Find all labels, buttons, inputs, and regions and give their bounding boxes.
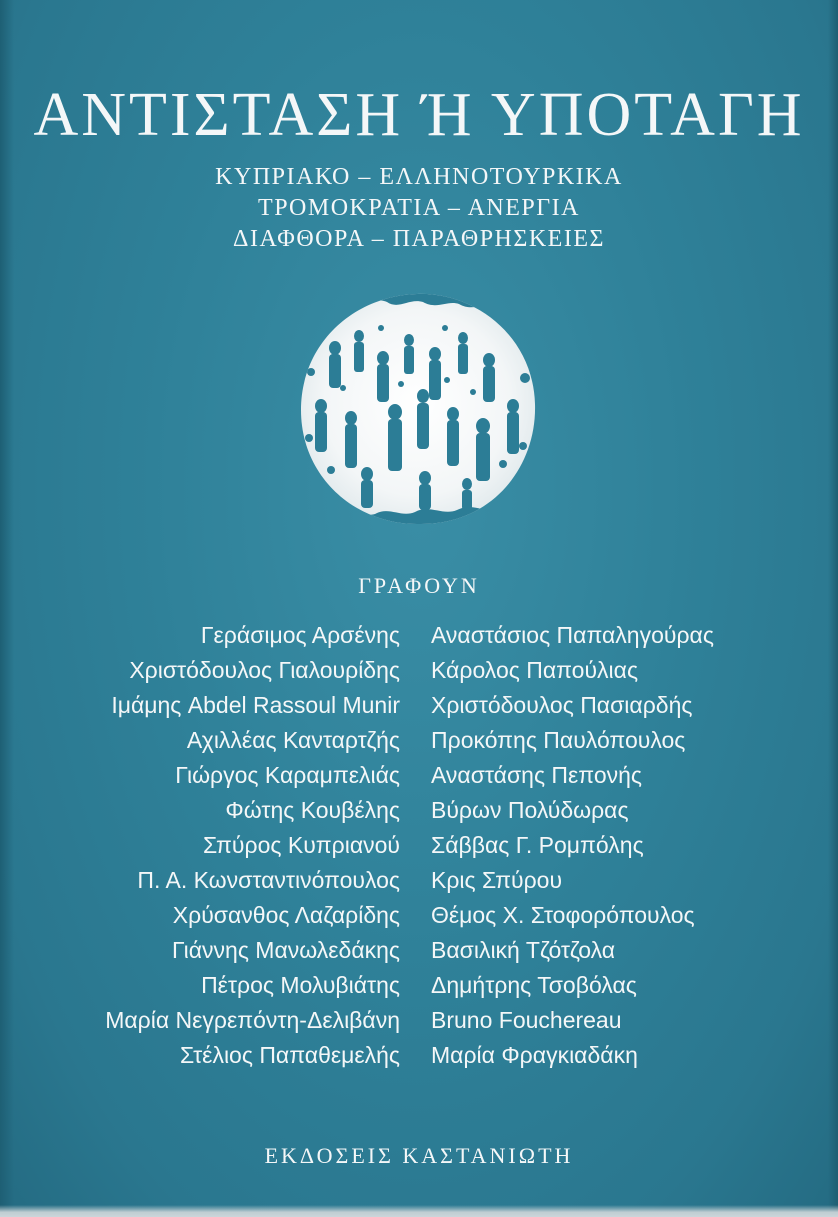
author-name: Χρύσανθος Λαζαρίδης bbox=[172, 902, 400, 928]
author-name: Κρις Σπύρου bbox=[431, 867, 563, 893]
author-row bbox=[0, 618, 838, 653]
subtitle-line-1: ΚΥΠΡΙΑΚΟ – ΕΛΛΗΝΟΤΟΥΡΚΙΚΑ bbox=[215, 164, 623, 190]
cover-bottom-edge bbox=[0, 1205, 838, 1217]
author-name: Αναστάσης Πεπονής bbox=[431, 762, 643, 788]
author-row bbox=[0, 933, 838, 968]
crowd-photo-circle bbox=[297, 288, 537, 528]
author-name: Ιμάμης Abdel Rassoul Munir bbox=[111, 692, 400, 718]
author-row bbox=[0, 793, 838, 828]
author-name: Σάββας Γ. Ρομπόλης bbox=[431, 832, 644, 858]
subtitle-line-2: ΤΡΟΜΟΚΡΑΤΙΑ – ΑΝΕΡΓΙΑ bbox=[258, 195, 580, 221]
author-row bbox=[0, 688, 838, 723]
book-title: ΑΝΤΙΣΤΑΣΗ Ή ΥΠΟΤΑΓΗ bbox=[33, 81, 805, 149]
author-name: Κάρολος Παπούλιας bbox=[431, 657, 639, 683]
author-name: Σπύρος Κυπριανού bbox=[202, 832, 400, 858]
author-name: Χριστόδουλος Γιαλουρίδης bbox=[129, 657, 400, 683]
author-row bbox=[0, 828, 838, 863]
author-name: Φώτης Κουβέλης bbox=[225, 797, 400, 823]
author-name: Αναστάσιος Παπαληγούρας bbox=[431, 622, 714, 648]
author-name: Πέτρος Μολυβιάτης bbox=[201, 972, 400, 998]
author-name: Δημήτρης Τσοβόλας bbox=[431, 972, 637, 998]
author-name: Αχιλλέας Κανταρτζής bbox=[186, 727, 400, 753]
author-row bbox=[0, 968, 838, 1003]
author-name: Βύρων Πολύδωρας bbox=[431, 797, 629, 823]
author-row bbox=[0, 1038, 838, 1073]
author-name: Γιώργος Καραμπελιάς bbox=[175, 762, 400, 788]
author-name: Προκόπης Παυλόπουλος bbox=[431, 727, 686, 753]
author-row bbox=[0, 653, 838, 688]
subtitle-block bbox=[0, 162, 838, 255]
author-row bbox=[0, 1003, 838, 1038]
publisher-name: ΕΚΔΟΣΕΙΣ ΚΑΣΤΑΝΙΩΤΗ bbox=[264, 1143, 574, 1168]
author-name: Στέλιος Παπαθεμελής bbox=[179, 1042, 400, 1068]
author-name: Γιάννης Μανωλεδάκης bbox=[171, 937, 400, 963]
author-name: Χριστόδουλος Πασιαρδής bbox=[431, 692, 693, 718]
writers-heading: ΓΡΑΦΟΥΝ bbox=[358, 573, 480, 598]
author-list bbox=[0, 618, 838, 1073]
author-name: Βασιλική Τζότζολα bbox=[431, 937, 616, 963]
author-name: Bruno Fouchereau bbox=[431, 1007, 622, 1033]
author-name: Μαρία Φραγκιαδάκη bbox=[431, 1042, 638, 1068]
author-row bbox=[0, 898, 838, 933]
subtitle-line-3: ΔΙΑΦΘΟΡΑ – ΠΑΡΑΘΡΗΣΚΕΙΕΣ bbox=[233, 226, 605, 252]
author-row bbox=[0, 863, 838, 898]
author-name: Μαρία Νεγρεπόντη-Δελιβάνη bbox=[105, 1007, 400, 1033]
author-name: Θέμος Χ. Στοφορόπουλος bbox=[431, 902, 695, 928]
author-row bbox=[0, 758, 838, 793]
author-row bbox=[0, 723, 838, 758]
author-name: Γεράσιμος Αρσένης bbox=[200, 622, 400, 648]
author-name: Π. Α. Κωνσταντινόπουλος bbox=[137, 867, 400, 893]
